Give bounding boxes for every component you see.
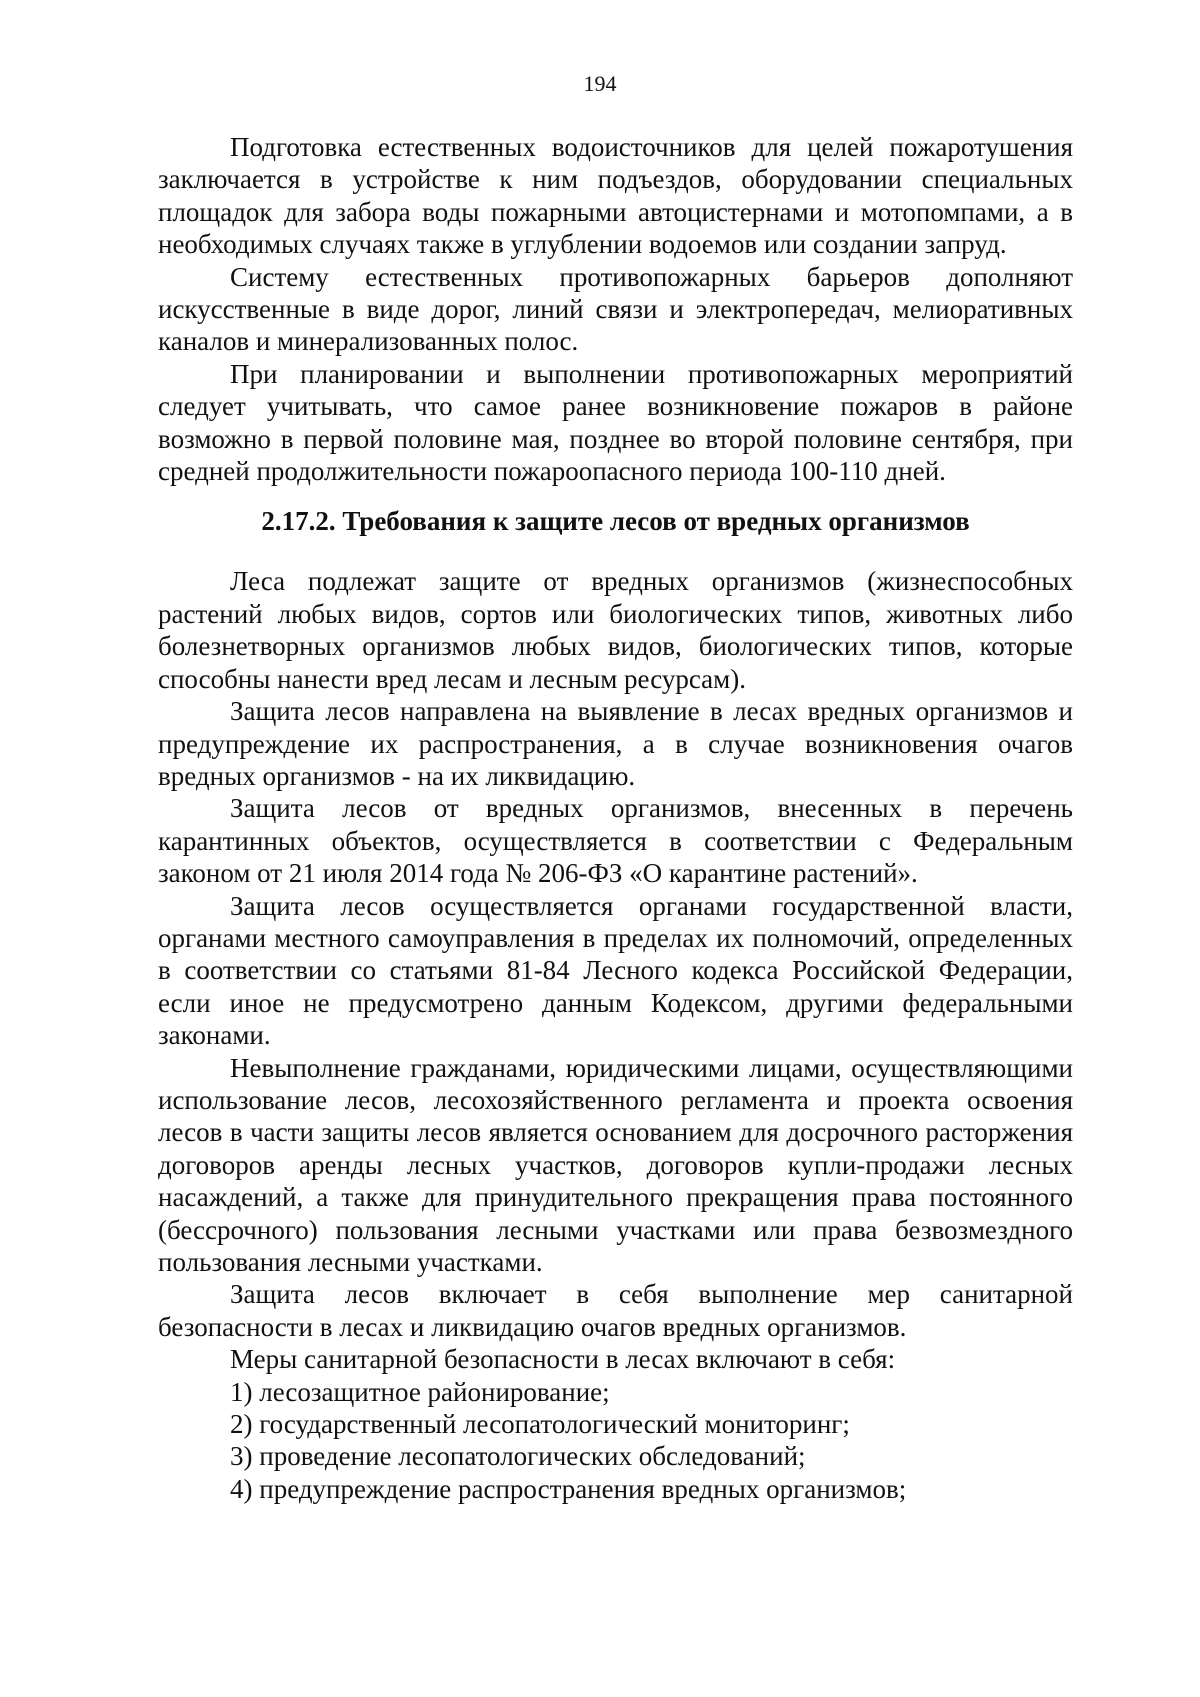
paragraph-quarantine-law: Защита лесов от вредных организмов, внесенных в перечень карантинных объектов, осуществляется в соответствии с Федеральным законом от 21 июля 2014 года № 206-ФЗ «О карантине растений». — [158, 793, 1073, 889]
paragraph-authorities: Защита лесов осуществляется органами государственной власти, органами местного самоуправления в пределах их полномочий, определенных в соответствии со статьями 81-84 Лесного кодекса Российской Федерации, если иное не предусмотрено данным Кодексом, другими федеральными законами. — [158, 890, 1073, 1051]
list-item: 4) предупреждение распространения вредных организмов; — [230, 1473, 907, 1504]
page-content — [158, 131, 1073, 1505]
list-item: 2) государственный лесопатологический мониторинг; — [230, 1409, 850, 1440]
paragraph-forest-protection-scope: Леса подлежат защите от вредных организмов (жизнеспособных растений любых видов, сортов или биологических типов, животных либо болезнетворных организмов любых видов, биологических типов, которые способны нанести вред лесам и лесным ресурсам). — [158, 566, 1073, 694]
paragraph-fire-season: При планировании и выполнении противопожарных мероприятий следует учитывать, что самое ранее возникновение пожаров в районе возможно в первой половине мая, позднее во второй половине сентября, при средней продолжительности пожароопасного периода 100-110 дней. — [158, 358, 1073, 487]
paragraph-protection-includes: Защита лесов включает в себя выполнение мер санитарной безопасности в лесах и ликвидацию очагов вредных организмов. — [158, 1279, 1073, 1342]
paragraph-sanitary-measures-intro: Меры санитарной безопасности в лесах включают в себя: — [230, 1344, 896, 1375]
section-heading: 2.17.2. Требования к защите лесов от вредных организмов — [261, 506, 970, 537]
paragraph-noncompliance: Невыполнение гражданами, юридическими лицами, осуществляющими использование лесов, лесохозяйственного регламента и проекта освоения лесов в части защиты лесов является основанием для досрочного расторжения договоров аренды лесных участков, договоров купли-продажи лесных насаждений, а также для принудительного прекращения права постоянного (бессрочного) пользования лесными участками или права безвозмездного пользования лесными участками. — [158, 1052, 1073, 1277]
list-item: 3) проведение лесопатологических обследований; — [230, 1441, 806, 1472]
list-item: 1) лесозащитное районирование; — [230, 1376, 610, 1407]
paragraph-water-sources: Подготовка естественных водоисточников для целей пожаротушения заключается в устройстве к ним подъездов, оборудовании специальных площадок для забора воды пожарными автоцистернами и мотопомпами, а в необходимых случаях также в углублении водоемов или создании запруд. — [158, 132, 1073, 260]
sanitary-measures-list — [158, 1376, 1073, 1506]
paragraph-fire-barriers: Систему естественных противопожарных барьеров дополняют искусственные в виде дорог, линий связи и электропередач, мелиоративных каналов и минерализованных полос. — [158, 261, 1073, 357]
paragraph-protection-goals: Защита лесов направлена на выявление в лесах вредных организмов и предупреждение их распространения, а в случае возникновения очагов вредных организмов - на их ликвидацию. — [158, 696, 1073, 791]
page-number: 194 — [583, 71, 617, 96]
